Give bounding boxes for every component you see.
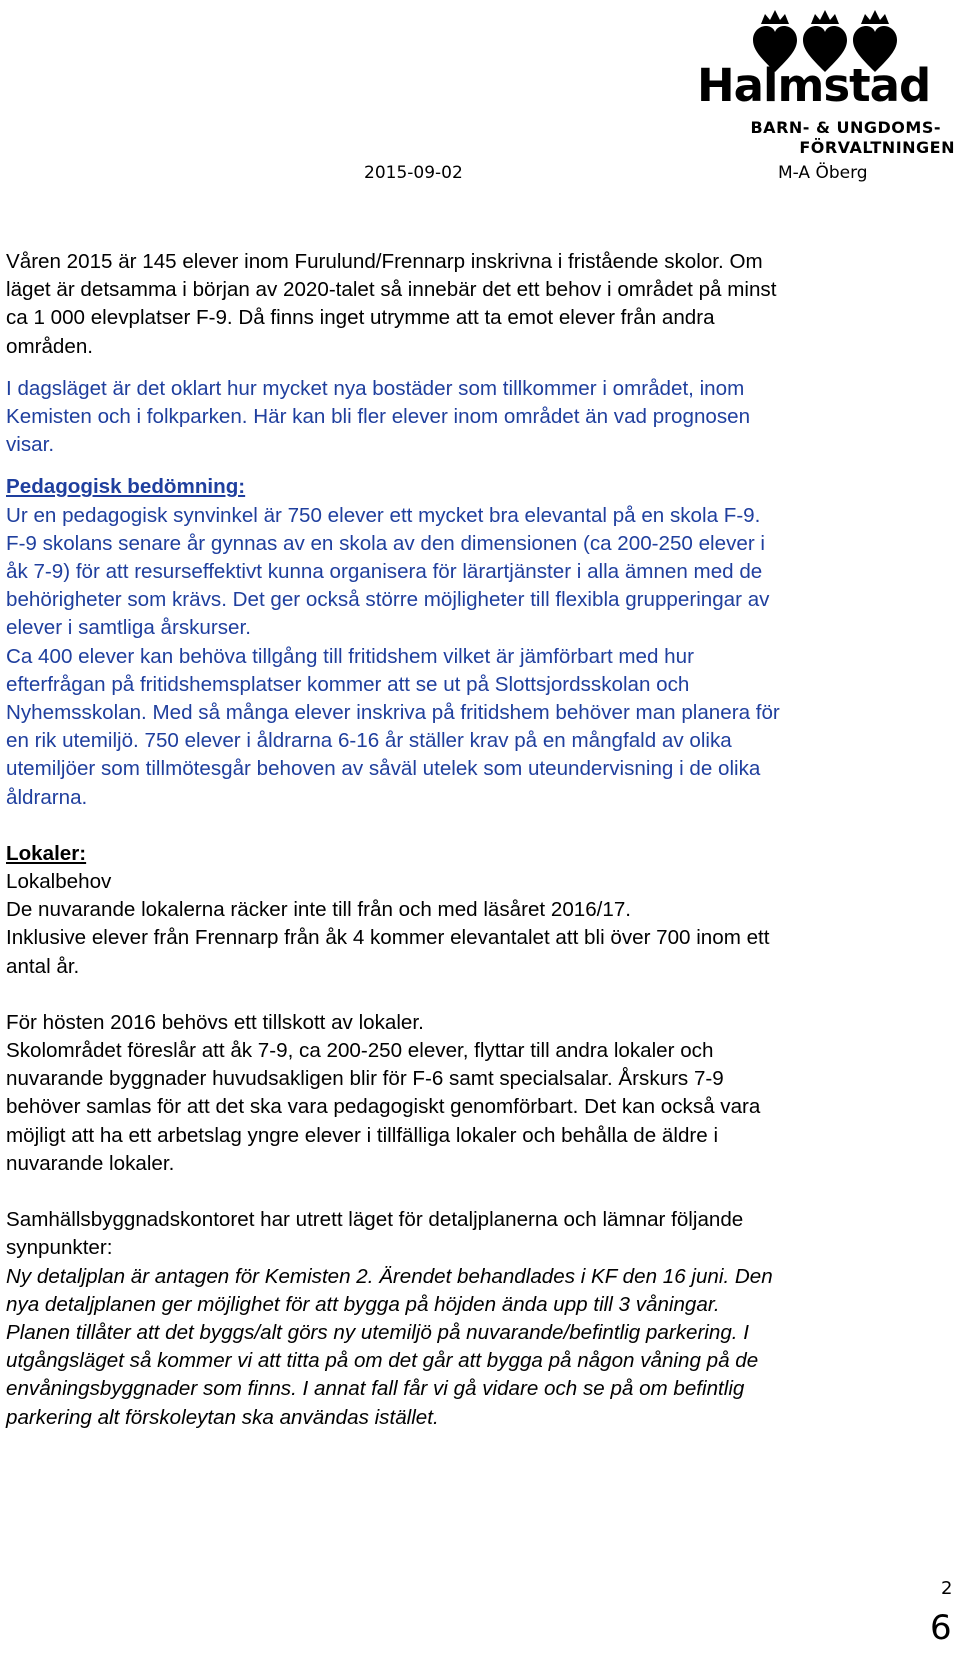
text-line: områden. [6, 334, 94, 358]
text-line: ca 1 000 elevplatser F-9. Då finns inget utrymme att ta emot elever från andra [6, 306, 715, 330]
text-line: nya detaljplanen ger möjlighet för att bygga på höjden ända upp till 3 våningar. [6, 1292, 720, 1316]
text-line: visar. [6, 433, 55, 457]
text-line: möjligt att ha ett arbetslag yngre elever i tillfälliga lokaler och behålla de äldre i [6, 1123, 719, 1147]
text-line: nuvarande byggnader huvudsakligen blir för F-6 samt specialsalar. Årskurs 7-9 [6, 1067, 724, 1091]
text-line: behörigheter som krävs. Det ger också större möjligheter till flexibla grupperingar av [6, 588, 770, 612]
text-line: För hösten 2016 behövs ett tillskott av lokaler. [6, 1010, 424, 1034]
text-line: Våren 2015 är 145 elever inom Furulund/Frennarp inskrivna i fristående skolor. Om [6, 250, 763, 273]
text-line: åk 7-9) för att resurseffektivt kunna organisera för lärartjänster i alla ämnen med de [6, 560, 763, 584]
text-line: Lokalbehov [6, 870, 112, 894]
page-mark: 6 [930, 1608, 952, 1648]
section-pedagogisk [6, 473, 956, 811]
text-line: Ur en pedagogisk synvinkel är 750 elever ett mycket bra elevantal på en skola F-9. [6, 503, 761, 527]
document-body [6, 248, 956, 1432]
text-line: Planen tillåter att det byggs/alt görs ny utemiljö på nuvarande/befintlig parkering. I [6, 1320, 749, 1344]
section-heading: Lokaler: [6, 841, 87, 865]
text-line: I dagsläget är det oklart hur mycket nya bostäder som tillkommer i området, inom [6, 376, 745, 400]
text-line: De nuvarande lokalerna räcker inte till från och med läsåret 2016/17. [6, 898, 632, 922]
paragraph-samhallsbyggnad [6, 1206, 956, 1262]
text-line: envåningsbyggnader som finns. I annat fall får vi gå vidare och se på om befintlig [6, 1377, 745, 1401]
section-heading: Pedagogisk bedömning: [6, 475, 246, 499]
text-line: Skolområdet föreslår att åk 7-9, ca 200-250 elever, flyttar till andra lokaler och [6, 1039, 714, 1063]
text-line: behöver samlas för att det ska vara pedagogiskt genomförbart. Det kan också vara [6, 1095, 761, 1119]
text-line: antal år. [6, 954, 80, 978]
paragraph-furulund [6, 248, 956, 361]
text-line: F-9 skolans senare år gynnas av en skola av den dimensionen (ca 200-250 elever i [6, 531, 765, 555]
text-line: utemiljöer som tillmötesgår behoven av såväl utelek som uteundervisning i de olika [6, 757, 761, 781]
logo-subtitle-line1: BARN- & UNGDOMS- [750, 118, 941, 137]
logo-wordmark: Halmstad [697, 59, 931, 112]
text-line: Ca 400 elever kan behöva tillgång till fritidshem vilket är jämförbart med hur [6, 644, 694, 668]
text-line: läget är detsamma i början av 2020-talet så innebär det ett behov i området på minst [6, 278, 777, 302]
text-line: utgångsläget så kommer vi att titta på om det går att bygga på någon våning på de [6, 1349, 759, 1373]
text-line: Kemisten och i folkparken. Här kan bli fler elever inom området än vad prognosen [6, 405, 751, 429]
page-header [0, 0, 960, 200]
text-line: synpunkter: [6, 1236, 113, 1260]
text-line: efterfrågan på fritidshemsplatser kommer att se ut på Slottsjordsskolan och [6, 672, 690, 696]
halmstad-logo [697, 0, 955, 160]
header-date: 2015-09-02 [364, 163, 463, 183]
text-line: nuvarande lokaler. [6, 1151, 175, 1175]
text-line: Inklusive elever från Frennarp från åk 4 kommer elevantalet att bli över 700 inom ett [6, 926, 770, 950]
text-line: parkering alt förskoleytan ska användas istället. [6, 1405, 439, 1429]
header-author: M-A Öberg [778, 163, 868, 183]
section-lokaler [6, 840, 956, 981]
text-line: elever i samtliga årskurser. [6, 616, 251, 640]
text-line: åldrarna. [6, 785, 88, 809]
paragraph-dagslaget [6, 375, 956, 460]
text-line: Nyhemsskolan. Med så många elever inskriva på fritidshem behöver man planera för [6, 701, 780, 725]
logo-subtitle-line2: FÖRVALTNINGEN [799, 138, 955, 157]
paragraph-hosten [6, 1009, 956, 1178]
text-line: en rik utemiljö. 750 elever i åldrarna 6-16 år ställer krav på en mångfald av olika [6, 729, 732, 753]
page-number: 2 [941, 1578, 953, 1599]
text-line: Ny detaljplan är antagen för Kemisten 2. Ärendet behandlades i KF den 16 juni. Den [6, 1264, 773, 1288]
text-line: Samhällsbyggnadskontoret har utrett läget för detaljplanerna och lämnar följande [6, 1208, 744, 1232]
paragraph-detaljplan [6, 1263, 956, 1432]
